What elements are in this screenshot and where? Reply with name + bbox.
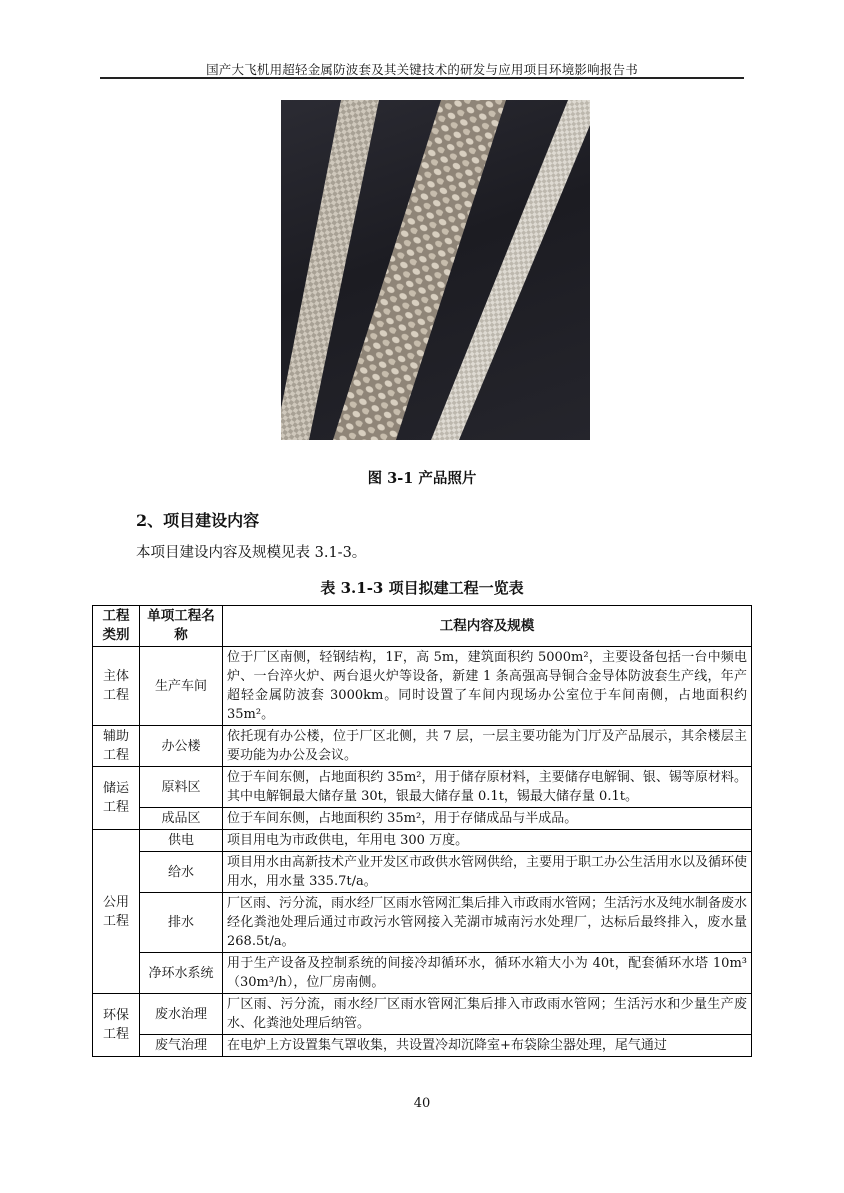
intro-paragraph: 本项目建设内容及规模见表 3.1-3。 [136, 545, 367, 561]
content-cell: 在电炉上方设置集气罩收集，共设置冷却沉降室+布袋除尘器处理，尾气通过 [223, 1035, 752, 1057]
table-row [93, 830, 752, 852]
table-row [93, 1035, 752, 1057]
item-cell: 废水治理 [140, 994, 223, 1035]
table-row [93, 767, 752, 808]
table-row [93, 808, 752, 830]
table-row [93, 893, 752, 953]
project-table [92, 605, 752, 1057]
category-cell: 主体工程 [93, 647, 140, 726]
content-cell: 位于车间东侧，占地面积约 35m²，用于储存原材料，主要储存电解铜、银、锡等原材料。其中电解铜最大储存量 30t，银最大储存量 0.1t，锡最大储存量 0.1t。 [223, 767, 752, 808]
item-cell: 生产车间 [140, 647, 223, 726]
table-row [93, 852, 752, 893]
content-cell: 项目用电为市政供电，年用电 300 万度。 [223, 830, 752, 852]
table-row [93, 953, 752, 994]
header-rule [100, 77, 744, 79]
figure-caption: 图 3-1 产品照片 [367, 470, 477, 487]
product-photo [281, 100, 590, 440]
table-row [93, 647, 752, 726]
content-cell: 厂区雨、污分流，雨水经厂区雨水管网汇集后排入市政雨水管网；生活污水和少量生产废水、化粪池处理后纳管。 [223, 994, 752, 1035]
item-cell: 废气治理 [140, 1035, 223, 1057]
item-cell: 成品区 [140, 808, 223, 830]
header-item: 单项工程名称 [140, 606, 223, 647]
section-title: 2、项目建设内容 [136, 511, 260, 530]
content-cell: 项目用水由高新技术产业开发区市政供水管网供给，主要用于职工办公生活用水以及循环使用水，用水量 335.7t/a。 [223, 852, 752, 893]
item-cell: 给水 [140, 852, 223, 893]
category-cell: 公用工程 [93, 830, 140, 994]
category-cell: 辅助工程 [93, 726, 140, 767]
content-cell: 位于车间东侧，占地面积约 35m²，用于存储成品与半成品。 [223, 808, 752, 830]
item-cell: 排水 [140, 893, 223, 953]
item-cell: 原料区 [140, 767, 223, 808]
table-row [93, 726, 752, 767]
content-cell: 厂区雨、污分流，雨水经厂区雨水管网汇集后排入市政雨水管网；生活污水及纯水制备废水经化粪池处理后通过市政污水管网接入芜湖市城南污水处理厂，达标后最终排入，废水量 268.5t/a。 [223, 893, 752, 953]
table-caption: 表 3.1-3 项目拟建工程一览表 [320, 579, 524, 597]
content-cell: 用于生产设备及控制系统的间接冷却循环水，循环水箱大小为 40t，配套循环水塔 10m³（30m³/h），位厂房南侧。 [223, 953, 752, 994]
braided-sleeves-illustration [281, 100, 590, 440]
page-number: 40 [413, 1096, 431, 1111]
header-category: 工程类别 [93, 606, 140, 647]
table-row [93, 994, 752, 1035]
table-header-row [93, 606, 752, 647]
item-cell: 供电 [140, 830, 223, 852]
header-content: 工程内容及规模 [223, 606, 752, 647]
item-cell: 办公楼 [140, 726, 223, 767]
content-cell: 位于厂区南侧，轻钢结构，1F，高 5m，建筑面积约 5000m²，主要设备包括一台中频电炉、一台淬火炉、两台退火炉等设备，新建 1 条高强高导铜合金导体防波套生产线，年产超轻金属防波套 3000km。同时设置了车间内现场办公室位于车间南侧，占地面积约 35m²。 [223, 647, 752, 726]
item-cell: 净环水系统 [140, 953, 223, 994]
category-cell: 环保工程 [93, 994, 140, 1057]
category-cell: 储运工程 [93, 767, 140, 830]
content-cell: 依托现有办公楼，位于厂区北侧，共 7 层，一层主要功能为门厅及产品展示，其余楼层主要功能为办公及会议。 [223, 726, 752, 767]
header-title: 国产大飞机用超轻金属防波套及其关键技术的研发与应用项目环境影响报告书 [206, 62, 638, 77]
